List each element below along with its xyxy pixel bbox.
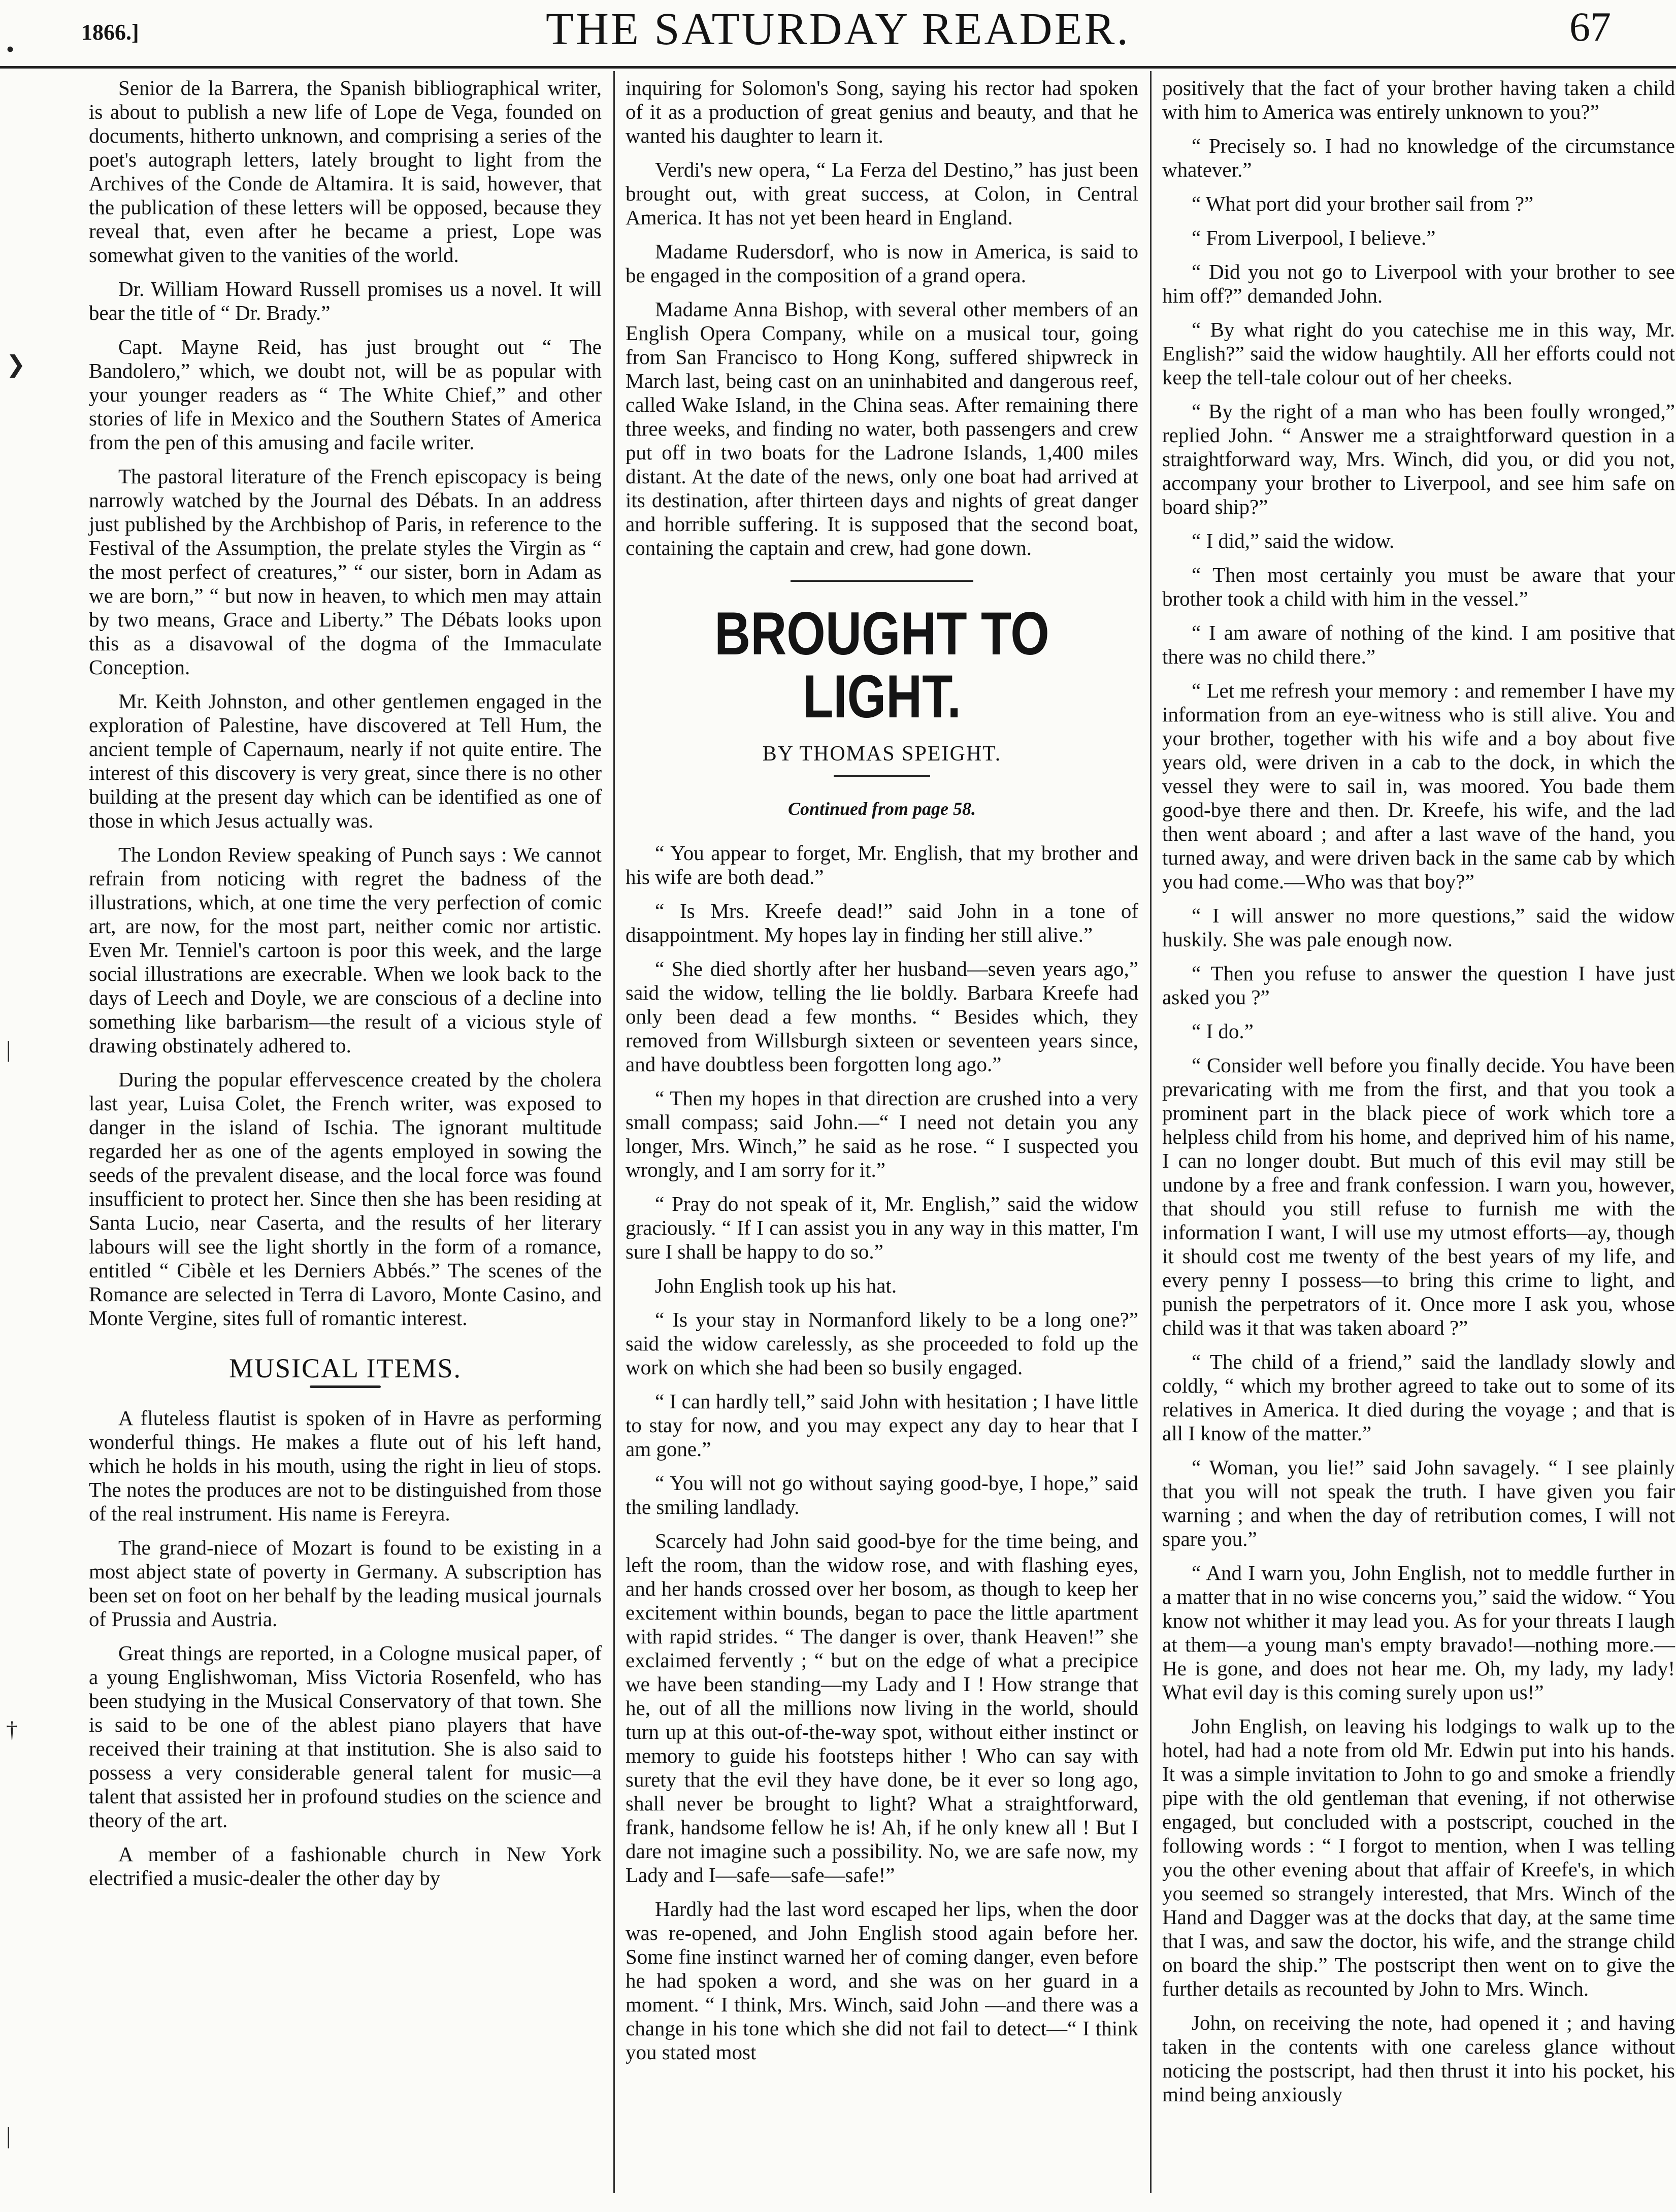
binding-margin [0, 0, 24, 2212]
story-paragraph: “ Pray do not speak of it, Mr. English,” said the widow graciously. “ If I can assist you in any way in this matter, I'm sure I shall be happy to do so.” [626, 1192, 1138, 1263]
binding-mark: † [6, 1716, 18, 1742]
story-paragraph: “ Then most certainly you must be aware that your brother took a child with him in the vessel.” [1162, 563, 1675, 610]
music-paragraph: Great things are reported, in a Cologne musical paper, of a young Englishwoman, Miss Victoria Rosenfeld, who has been studying in the Musical Conservatory of that town. She is said to be one of the ablest piano players that have received their training at that institution. She is also said to possess a very considerable general talent for music—a talent that assisted her in profound studies on the science and theory of the art. [89, 1641, 602, 1832]
story-paragraph: “ From Liverpool, I believe.” [1192, 226, 1436, 249]
news-paragraph: Madame Anna Bishop, with several other members of an English Opera Company, while on a musical tour, going from San Francisco to Hong Kong, suffered shipwreck in March last, being cast on an uninhabited and dangerous reef, called Wake Island, in the China seas. After remaining there three weeks, and finding no water, both passengers and crew put off in two boats for the Ladrone Islands, 1,400 miles distant. At the date of the news, only one boat had arrived at its destination, after thirteen days and nights of great danger and horrible suffering. It is supposed that the second boat, containing the captain and crew, had gone down. [626, 298, 1138, 559]
column-1 [89, 76, 602, 1900]
binding-mark: • [6, 36, 15, 62]
heading-ornament [310, 1385, 381, 1388]
news-paragraph: Capt. Mayne Reid, has just brought out “ The Bandolero,” which, we doubt not, will be as popular with your younger readers as “ The White Chief,” and other stories of life in Mexico and the Southern States of America from the pen of this amusing and facile writer. [89, 335, 602, 454]
music-paragraph: A member of a fashionable church in New York electrified a music-dealer the other day by [89, 1842, 602, 1890]
story-paragraph: “ Is your stay in Normanford likely to be a long one?” said the widow carelessly, as she proceeded to fold up the work on which she had been so busily engaged. [626, 1308, 1138, 1379]
story-paragraph: “ By what right do you catechise me in this way, Mr. English?” said the widow haughtily. All her efforts could not keep the tell-tale colour out of her cheeks. [1162, 318, 1675, 389]
news-paragraph: Madame Rudersdorf, who is now in America, is said to be engaged in the composition of a grand opera. [626, 240, 1138, 287]
section-heading-musical-items: MUSICAL ITEMS. [228, 1353, 462, 1383]
story-paragraph: “ Is Mrs. Kreefe dead!” said John in a tone of disappointment. My hopes lay in finding her still alive.” [626, 899, 1138, 946]
masthead-title: THE SATURDAY READER. [546, 4, 1130, 54]
story-paragraph: “ I am aware of nothing of the kind. I am positive that there was no child there.” [1162, 621, 1675, 668]
story-paragraph: John English, on leaving his lodgings to walk up to the hotel, had had a note from old Mr. Edwin put into his hands. It was a simple invitation to John to go and smoke a friendly pipe with the old gentleman that evening, if not otherwise engaged, but concluded with a postscript, couched in the following words : “ I forgot to mention, when I was telling you the other evening about that affair of Kreefe's, in which you seemed so strangely interested, that Mrs. Winch of the Hand and Dagger was at the docks that day, at the same time that I was, and saw the doctor, his wife, and the strange child on board the ship.” The postscript then went on to give the further details as recounted by John to Mrs. Winch. [1162, 1714, 1675, 2000]
column-rule [613, 71, 615, 2193]
story-paragraph: “ I will answer no more questions,” said the widow huskily. She was pale enough now. [1162, 904, 1675, 951]
story-paragraph: “ What port did your brother sail from ?” [1192, 192, 1534, 215]
story-paragraph: positively that the fact of your brother having taken a child with him to America was entirely unknown to you?” [1162, 76, 1675, 123]
binding-mark: | [6, 2123, 11, 2149]
news-paragraph: The London Review speaking of Punch says : We cannot refrain from noticing with regret the badness of the illustrations, which, at one time the very perfection of comic art, are now, for the most part, neither comic nor artistic. Even Mr. Tenniel's cartoon is poor this week, and the large social illustrations are execrable. When we look back to the days of Leech and Doyle, we are conscious of a decline into something like barbarism—the result of a vicious style of drawing obstinately adhered to. [89, 843, 602, 1057]
binding-mark: ❯ [6, 351, 26, 377]
page-header [0, 0, 1676, 69]
music-paragraph: A fluteless flautist is spoken of in Havre as performing wonderful things. He makes a flute out of his left hand, which he holds in his mouth, using the right in lieu of stops. The notes the produces are not to be distinguished from those of the real instrument. His name is Fereyra. [89, 1406, 602, 1525]
story-paragraph: “ I can hardly tell,” said John with hesitation ; I have little to stay for now, and you may expect any day to hear that I am gone.” [626, 1390, 1138, 1461]
byline-rule [834, 775, 930, 777]
binding-mark: | [6, 1036, 11, 1062]
story-paragraph: “ She died shortly after her husband—seven years ago,” said the widow, telling the lie boldly. Barbara Kreefe had only been dead a few months. “ Besides which, they removed from Willsburgh sixteen or seventeen years since, and have doubtless been forgotten long ago.” [626, 957, 1138, 1076]
story-paragraph: “ Consider well before you finally decide. You have been prevaricating with me from the first, and that you took a prominent part in the black piece of work which tore a helpless child from his home, and deprived him of his name, I can no longer doubt. But much of this evil may still be undone by a free and frank confession. I warn you, however, that should you still refuse to furnish me with the information I want, I will use my utmost efforts—ay, though it should cost me twenty of the best years of my life, and every penny I possess—to bring this crime to light, and punish the perpetrators of it. Once more I ask you, whose child was it that was taken aboard ?” [1162, 1053, 1675, 1339]
header-date: 1866.] [81, 20, 139, 45]
story-paragraph: John English took up his hat. [655, 1274, 897, 1297]
column-2 [626, 76, 1138, 2074]
story-paragraph: “ Then you refuse to answer the question I have just asked you ?” [1162, 962, 1675, 1009]
story-byline: BY THOMAS SPEIGHT. [762, 742, 1002, 766]
news-paragraph: The pastoral literature of the French episcopacy is being narrowly watched by the Journal des Débats. In an address just published by the Archbishop of Paris, in reference to the Festival of the Assumption, the prelate styles the Virgin as “ the most perfect of creatures,” “ our sister, born in Adam as we are born,” “ but now in heaven, to which men may attain by two means, Grace and Liberty.” The Débats looks upon this as a disavowal of the dogma of the Immaculate Conception. [89, 465, 602, 679]
story-paragraph: “ And I warn you, John English, not to meddle further in a matter that in no wise concerns you,” said the widow. “ You know not whither it may lead you. As for your threats I laugh at them—a young man's empty bravado!—nothing more.—He is gone, and does not hear me. Oh, my lady, my lady! What evil day is this coming surely upon us!” [1162, 1561, 1675, 1704]
story-divider [791, 580, 973, 582]
story-title: BROUGHT TO LIGHT. [714, 600, 1049, 731]
story-paragraph: “ Let me refresh your memory : and remember I have my information from an eye-witness who is still alive. You and your brother, together with his wife and a boy about five years old, were driven in a cab to the dock, in which the vessel they were to sail in, was moored. You bade them good-bye there and then. Dr. Kreefe, his wife, and the lad then went aboard ; and after a last wave of the hand, you turned away, and were driven back in the same cab by which you had come.—Who was that boy?” [1162, 679, 1675, 893]
story-paragraph: John, on receiving the note, had opened it ; and having taken in the contents with one careless glance without noticing the postscript, had then thrust it into his pocket, his mind being anxiously [1162, 2011, 1675, 2106]
story-paragraph: “ You appear to forget, Mr. English, that my brother and his wife are both dead.” [626, 841, 1138, 888]
story-continued-note: Continued from page 58. [787, 799, 976, 819]
news-paragraph: Dr. William Howard Russell promises us a novel. It will bear the title of “ Dr. Brady.” [89, 277, 602, 324]
story-paragraph: Scarcely had John said good-bye for the time being, and left the room, than the widow rose, and with flashing eyes, and her hands crossed over her bosom, as though to keep her excitement within bounds, began to pace the little apartment with rapid strides. “ The danger is over, thank Heaven!” she exclaimed fervently ; “ but on the edge of what a precipice we have been standing—my Lady and I ! How strange that he, out of all the millions now living in the world, should turn up at this out-of-the-way spot, without either instinct or memory to guide his footsteps hither ! Who can say with surety that the evil they have done, be it ever so long ago, shall never be brought to light? What a straightforward, frank, handsome fellow he is! Ah, if he only knew all ! But I dare not imagine such a possibility. No, we are safe now, my Lady and I—safe—safe—safe!” [626, 1529, 1138, 1887]
story-paragraph: “ I did,” said the widow. [1192, 529, 1395, 552]
story-paragraph: “ The child of a friend,” said the landlady slowly and coldly, “ which my brother agreed to take out to some of its relatives in America. It died during the voyage ; and that is all I know of the matter.” [1162, 1350, 1675, 1445]
column-rule [1150, 71, 1152, 2193]
news-paragraph: During the popular effervescence created by the cholera last year, Luisa Colet, the French writer, was exposed to danger in the island of Ischia. The ignorant multitude regarded her as one of the agents employed in sowing the seeds of the prevalent disease, and the local force was found insufficient to protect her. Since then she has been residing at Santa Lucio, near Caserta, and the results of her literary labours will see the light shortly in the form of a romance, entitled “ Cibèle et les Derniers Abbés.” The scenes of the Romance are selected in Terra di Lavoro, Monte Casino, and Monte Vergine, sites full of romantic interest. [89, 1068, 602, 1330]
story-paragraph: “ By the right of a man who has been foully wronged,” replied John. “ Answer me a straightforward question in a straightforward way, Mrs. Winch, did you, or did you not, accompany your brother to Liverpool, and see him safe on board ship?” [1162, 400, 1675, 518]
story-paragraph: “ Then my hopes in that direction are crushed into a very small compass; said John.—“ I need not detain you any longer, Mrs. Winch,” he said as he rose. “ I suspected you wrongly, and I am sorry for it.” [626, 1086, 1138, 1181]
news-paragraph: Mr. Keith Johnston, and other gentlemen engaged in the exploration of Palestine, have discovered at Tell Hum, the ancient temple of Capernaum, nearly if not quite entire. The interest of this discovery is very great, since there is no other building at the present day which can be identified as one of those in which Jesus actually was. [89, 689, 602, 832]
story-paragraph: “ Did you not go to Liverpool with your brother to see him off?” demanded John. [1162, 260, 1675, 307]
news-paragraph: Verdi's new opera, “ La Ferza del Destino,” has just been brought out, with great success, at Colon, in Central America. It has not yet been heard in England. [626, 158, 1138, 229]
news-paragraph: inquiring for Solomon's Song, saying his rector had spoken of it as a production of great genius and beauty, and that he wanted his daughter to learn it. [626, 76, 1138, 147]
page-number: 67 [1569, 4, 1611, 50]
story-paragraph: “ Precisely so. I had no knowledge of the circumstance whatever.” [1162, 134, 1675, 181]
music-paragraph: The grand-niece of Mozart is found to be existing in a most abject state of poverty in Germany. A subscription has been set on foot on her behalf by the leading musical journals of Prussia and Austria. [89, 1536, 602, 1631]
column-3 [1162, 76, 1675, 2117]
story-paragraph: “ Woman, you lie!” said John savagely. “ I see plainly that you will not speak the truth. I have given you fair warning ; and when the day of retribution comes, I will not spare you.” [1162, 1456, 1675, 1550]
story-paragraph: “ You will not go without saying good-bye, I hope,” said the smiling landlady. [626, 1471, 1138, 1518]
news-paragraph: Senior de la Barrera, the Spanish bibliographical writer, is about to publish a new life of Lope de Vega, founded on documents, hitherto unknown, and comprising a series of the poet's autograph letters, lately brought to light from the Archives of the Conde de Altamira. It is said, however, that the publication of these letters will be opposed, because they reveal that, even after he became a priest, Lope was somewhat given to the vanities of the world. [89, 76, 602, 267]
story-paragraph: “ I do.” [1192, 1019, 1254, 1043]
story-paragraph: Hardly had the last word escaped her lips, when the door was re-opened, and John English stood again before her. Some fine instinct warned her of coming danger, even before he had spoken a word, and she was on her guard in a moment. “ I think, Mrs. Winch, said John —and there was a change in his tone which she did not fail to detect—“ I think you stated most [626, 1897, 1138, 2064]
